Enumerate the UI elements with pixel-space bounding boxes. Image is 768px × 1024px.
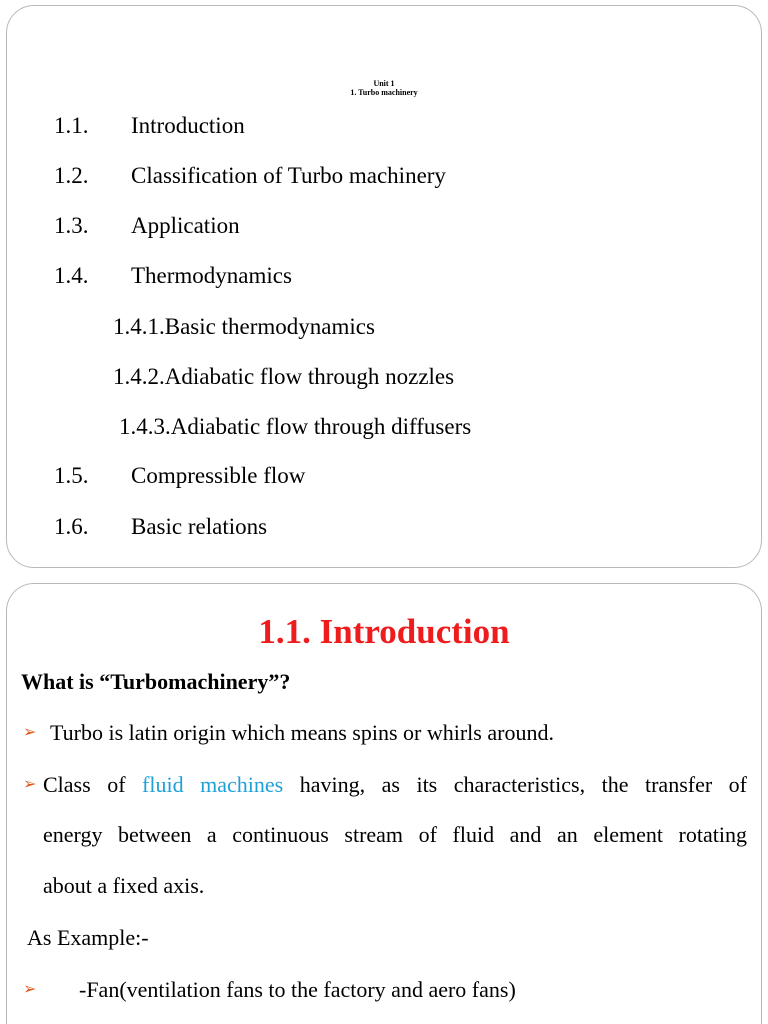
- toc-label: Introduction: [131, 113, 245, 138]
- example-heading: As Example:-: [27, 925, 149, 950]
- slide-introduction: [6, 583, 762, 1024]
- example-item: -Fan(ventilation fans to the factory and aero fans): [79, 977, 516, 1002]
- toc-number: 1.1.: [54, 113, 89, 138]
- toc-number: 1.3.: [54, 213, 89, 238]
- unit-header: [7, 79, 761, 97]
- toc-label: Thermodynamics: [131, 263, 292, 288]
- toc-subitem: 1.4.1.Basic thermodynamics: [113, 314, 375, 339]
- arrowhead-bullet-icon: ➢: [23, 979, 37, 998]
- bullet-text-line: about a fixed axis.: [43, 873, 205, 898]
- toc-subitem: 1.4.3.Adiabatic flow through diffusers: [119, 414, 472, 439]
- toc-label: Compressible flow: [131, 463, 306, 488]
- toc-number: 1.5.: [54, 463, 89, 488]
- slide-contents: [6, 5, 762, 568]
- toc-number: 1.6.: [54, 514, 89, 539]
- arrowhead-bullet-icon: ➢: [23, 722, 37, 741]
- bullet-text-part: Class of: [43, 772, 143, 797]
- toc-label: Application: [131, 213, 240, 238]
- toc-label: Classification of Turbo machinery: [131, 163, 446, 188]
- unit-subtitle: 1. Turbo machinery: [350, 88, 418, 97]
- toc-number: 1.4.: [54, 263, 89, 288]
- unit-title: Unit 1: [373, 79, 395, 88]
- toc-label: Basic relations: [131, 514, 268, 539]
- arrowhead-bullet-icon: ➢: [23, 774, 37, 793]
- fluid-machines-link[interactable]: fluid machines: [142, 772, 284, 797]
- bullet-text-part: having, as its characteristics, the transfer of: [283, 772, 748, 797]
- toc-subitem: 1.4.2.Adiabatic flow through nozzles: [113, 364, 455, 389]
- toc-number: 1.2.: [54, 163, 89, 188]
- section-title: 1.1. Introduction: [258, 612, 510, 651]
- bullet-text: Turbo is latin origin which means spins or whirls around.: [50, 720, 554, 745]
- bullet-text-line: [43, 772, 747, 798]
- question-heading: What is “Turbomachinery”?: [21, 669, 291, 694]
- bullet-text-line: energy between a continuous stream of fluid and an element rotating: [43, 822, 747, 847]
